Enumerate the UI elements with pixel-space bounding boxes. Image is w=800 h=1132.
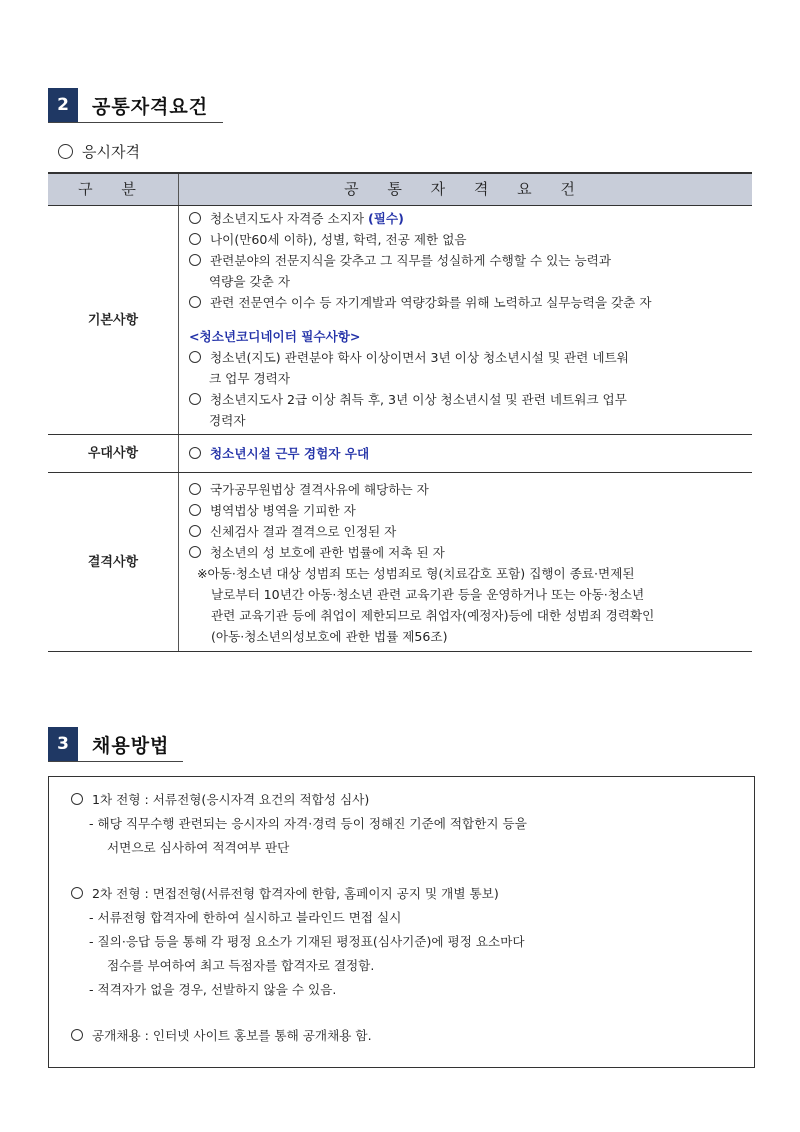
required-badge: (필수) bbox=[368, 211, 404, 226]
section-underline bbox=[48, 122, 223, 123]
section-number: 2 bbox=[48, 88, 78, 122]
circle-bullet-icon bbox=[189, 525, 201, 537]
circle-bullet-icon bbox=[189, 447, 201, 459]
basic-requirements bbox=[179, 206, 753, 435]
section-underline bbox=[48, 761, 183, 762]
coordinator-heading: <청소년코디네이터 필수사항> bbox=[189, 329, 361, 344]
list-item: 국가공무원법상 결격사유에 해당하는 자 bbox=[189, 479, 752, 500]
list-item: 나이(만60세 이하), 성별, 학력, 전공 제한 없음 bbox=[189, 229, 752, 250]
section-3-heading bbox=[48, 727, 169, 761]
table-row-basic bbox=[48, 206, 752, 435]
sub-heading: 응시자격 bbox=[58, 141, 140, 162]
method-line: - 질의·응답 등을 통해 각 평정 요소가 기재된 평정표(심사기준)에 평정 요소마다 bbox=[89, 934, 525, 949]
method-first-head: 1차 전형 : 서류전형(응시자격 요건의 적합성 심사) bbox=[71, 788, 754, 812]
method-line: 서면으로 심사하여 적격여부 판단 bbox=[107, 840, 290, 855]
section-title: 채용방법 bbox=[92, 734, 170, 757]
method-line: - 해당 직무수행 관련되는 응시자의 자격·경력 등이 정해진 기준에 적합한지 등을 bbox=[89, 816, 527, 831]
circle-bullet-icon bbox=[189, 483, 201, 495]
circle-bullet-icon bbox=[189, 296, 201, 308]
column-header-requirements: 공 통 자 격 요 건 bbox=[179, 173, 753, 206]
circle-bullet-icon bbox=[189, 351, 201, 363]
circle-bullet-icon bbox=[58, 144, 73, 159]
column-header-category: 구 분 bbox=[48, 173, 179, 206]
method-line: 점수를 부여하여 최고 득점자를 합격자로 결정함. bbox=[107, 958, 375, 973]
circle-bullet-icon bbox=[71, 887, 83, 899]
note-line: 관련 교육기관 등에 취업이 제한되므로 취업자(예정자)등에 대한 성범죄 경력확인 bbox=[211, 608, 655, 623]
table-row-preferred bbox=[48, 435, 752, 473]
list-item-continuation: 크 업무 경력자 bbox=[209, 371, 290, 386]
table-header-row bbox=[48, 173, 752, 206]
list-item: 청소년의 성 보호에 관한 법률에 저촉 된 자 bbox=[189, 542, 752, 563]
circle-bullet-icon bbox=[189, 393, 201, 405]
list-item: 청소년시설 근무 경험자 우대 bbox=[189, 443, 752, 464]
note-line: ※아동·청소년 대상 성범죄 또는 성범죄로 형(치료감호 포함) 집행이 종료·면제된 bbox=[197, 566, 635, 581]
section-number: 3 bbox=[48, 727, 78, 761]
circle-bullet-icon bbox=[189, 233, 201, 245]
disqualification-list bbox=[179, 473, 753, 652]
list-item-continuation: 경력자 bbox=[209, 413, 246, 428]
circle-bullet-icon bbox=[189, 504, 201, 516]
note-line: (아동·청소년의성보호에 관한 법률 제56조) bbox=[211, 629, 448, 644]
list-item: 관련 전문연수 이수 등 자기계발과 역량강화를 위해 노력하고 실무능력을 갖춘 자 bbox=[189, 292, 752, 313]
circle-bullet-icon bbox=[189, 212, 201, 224]
list-item: 청소년지도사 자격증 소지자 (필수) bbox=[189, 208, 752, 229]
list-item: 신체검사 결과 결격으로 인정된 자 bbox=[189, 521, 752, 542]
note-line: 날로부터 10년간 아동·청소년 관련 교육기관 등을 운영하거나 또는 아동·청소년 bbox=[211, 587, 645, 602]
category-preferred: 우대사항 bbox=[48, 435, 179, 473]
method-second-head: 2차 전형 : 면접전형(서류전형 합격자에 한함, 홈페이지 공지 및 개별 통보) bbox=[71, 882, 754, 906]
list-item: 관련분야의 전문지식을 갖추고 그 직무를 성실하게 수행할 수 있는 능력과 bbox=[189, 250, 752, 271]
category-disqualify: 결격사항 bbox=[48, 473, 179, 652]
list-item: 병역법상 병역을 기피한 자 bbox=[189, 500, 752, 521]
circle-bullet-icon bbox=[71, 1029, 83, 1041]
method-line: - 적격자가 없을 경우, 선발하지 않을 수 있음. bbox=[89, 982, 337, 997]
list-item: 청소년지도사 2급 이상 취득 후, 3년 이상 청소년시설 및 관련 네트워크 업무 bbox=[189, 389, 752, 410]
method-public: 공개채용 : 인터넷 사이트 홍보를 통해 공개채용 함. bbox=[71, 1024, 754, 1048]
table-row-disqualify bbox=[48, 473, 752, 652]
requirements-table bbox=[48, 172, 752, 652]
list-item: 청소년(지도) 관련분야 학사 이상이면서 3년 이상 청소년시설 및 관련 네트워 bbox=[189, 347, 752, 368]
circle-bullet-icon bbox=[189, 546, 201, 558]
circle-bullet-icon bbox=[71, 793, 83, 805]
category-basic: 기본사항 bbox=[48, 206, 179, 435]
method-line: - 서류전형 합격자에 한하여 실시하고 블라인드 면접 실시 bbox=[89, 910, 402, 925]
hiring-method-box bbox=[48, 776, 755, 1068]
circle-bullet-icon bbox=[189, 254, 201, 266]
list-item-continuation: 역량을 갖춘 자 bbox=[209, 274, 290, 289]
preferred-requirements bbox=[179, 435, 753, 473]
section-2-heading bbox=[48, 88, 208, 122]
section-title: 공통자격요건 bbox=[92, 95, 209, 118]
